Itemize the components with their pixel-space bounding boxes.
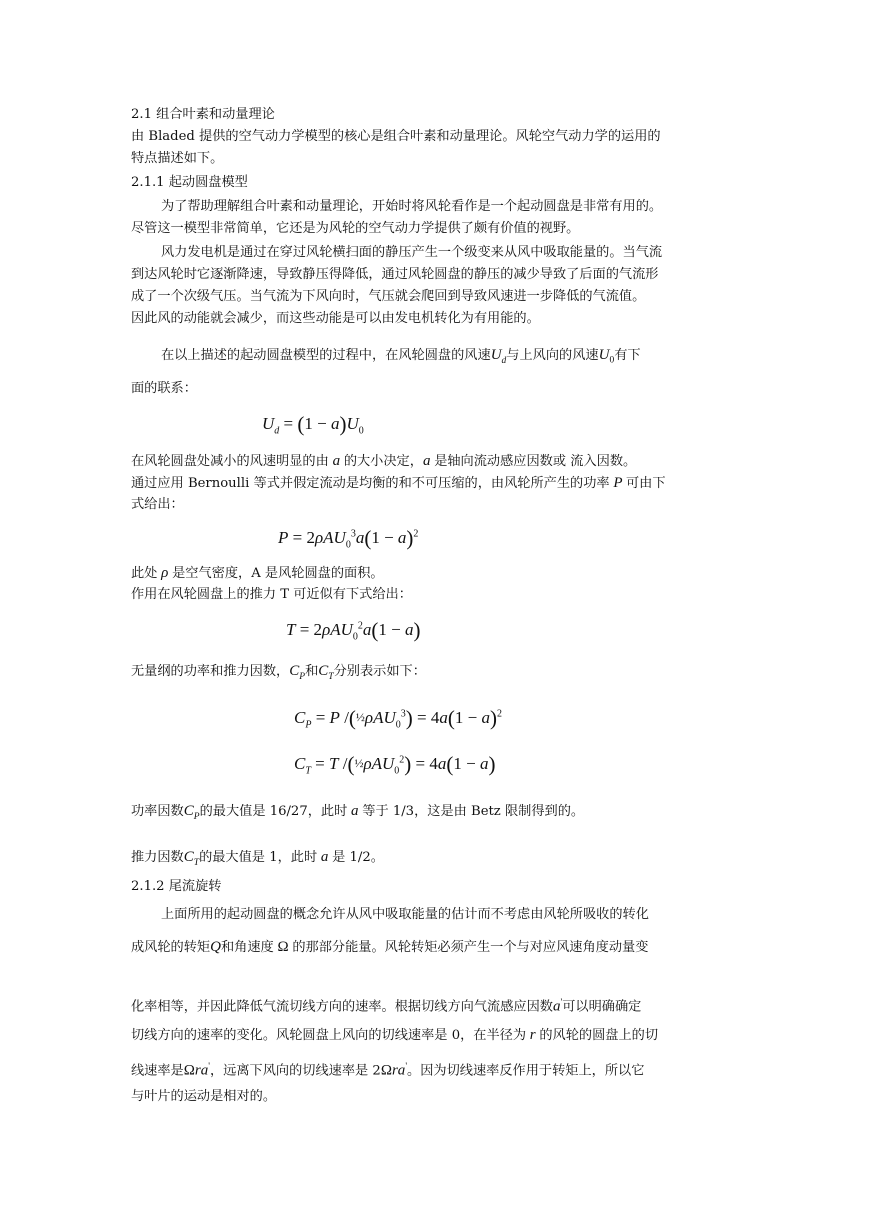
- para9-line-5: 线速率是Ωra'，远离下风向的切线速率是 2Ωra'。因为切线速率反作用于转矩上，所以它: [131, 1062, 645, 1079]
- equation-thrust: T = 2ρAU$_0^2$a(1 − a): [286, 618, 421, 643]
- equation-ud: $U_d = (1 - a)U_0$: [262, 412, 364, 437]
- para9-line-4: 切线方向的速率的变化。风轮圆盘上风向的切线速率是 0，在半径为 r 的风轮的圆盘上的切: [131, 1027, 659, 1043]
- para6-line: 无量纲的功率和推力因数，$C_P$和$C_T$分别表示如下：: [131, 663, 426, 682]
- section-2-1-1-title: 2.1.1 起动圆盘模型: [131, 175, 248, 190]
- para3-line-2: 面的联系：: [131, 381, 197, 396]
- para4-line-1: 在风轮圆盘处减小的风速明显的由 a 的大小决定，a 是轴向流动感应因数或 流入因数。: [131, 453, 637, 469]
- para2-line-2: 到达风轮时它逐渐降速，导致静压得降低，通过风轮圆盘的静压的减少导致了后面的气流形: [131, 267, 659, 282]
- para3-line-1: 在以上描述的起动圆盘模型的过程中，在风轮圆盘的风速$U_d$与上风向的风速$U_0$有下: [161, 347, 641, 366]
- section-2-1-2-title: 2.1.2 尾流旋转: [131, 879, 222, 894]
- para1-line-2: 尽管这一模型非常简单，它还是为风轮的空气动力学提供了颇有价值的视野。: [131, 221, 580, 236]
- equation-cp: $C_P = P$ /(½ρAU$_0^3$) = $4a(1 - a)^2$: [294, 706, 502, 731]
- para5-line-2: 作用在风轮圆盘上的推力 T 可近似有下式给出：: [131, 587, 412, 602]
- para2-line-1: 风力发电机是通过在穿过风轮横扫面的静压产生一个级变来从风中吸取能量的。当气流: [161, 245, 663, 260]
- section-2-1-title: 2.1 组合叶素和动量理论: [131, 107, 275, 122]
- equation-ct: $C_T = T$ /(½ρAU$_0^2$) = 4a(1 − a): [294, 752, 496, 777]
- para9-line-6: 与叶片的运动是相对的。: [131, 1089, 277, 1104]
- para2-line-4: 因此风的动能就会减少，而这些动能是可以由发电机转化为有用能的。: [131, 311, 540, 326]
- para5-line-1: 此处 ρ 是空气密度，A 是风轮圆盘的面积。: [131, 565, 384, 581]
- para9-line-3: 化率相等，并因此降低气流切线方向的速率。根据切线方向气流感应因数a'可以明确确定: [131, 998, 642, 1015]
- para2-line-3: 成了一个次级气压。当气流为下风向时，气压就会爬回到导致风速进一步降低的气流值。: [131, 289, 646, 304]
- para4-line-3: 式给出：: [131, 497, 184, 512]
- para9-line-2: 成风轮的转矩Q和角速度 Ω 的那部分能量。风轮转矩必须产生一个与对应风速角度动量变: [131, 939, 649, 955]
- para7-line: 功率因数$C_P$的最大值是 16/27，此时 a 等于 1/3，这是由 Betz 限制得到的。: [131, 803, 585, 822]
- para8-line: 推力因数$C_T$的最大值是 1，此时 a 是 1/2。: [131, 849, 384, 868]
- intro-line-2: 特点描述如下。: [131, 151, 224, 166]
- para9-line-1: 上面所用的起动圆盘的概念允许从风中吸取能量的估计而不考虑由风轮所吸收的转化: [161, 907, 649, 922]
- para1-line-1: 为了帮助理解组合叶素和动量理论，开始时将风轮看作是一个起动圆盘是非常有用的。: [161, 199, 663, 214]
- intro-line-1: 由 Bladed 提供的空气动力学模型的核心是组合叶素和动量理论。风轮空气动力学的运用的: [131, 129, 661, 144]
- para4-line-2: 通过应用 Bernoulli 等式并假定流动是均衡的和不可压缩的，由风轮所产生的功率 P 可由下: [131, 475, 666, 491]
- equation-power: $P = 2\rho AU_0^3a(1 - a)^2$: [278, 526, 419, 551]
